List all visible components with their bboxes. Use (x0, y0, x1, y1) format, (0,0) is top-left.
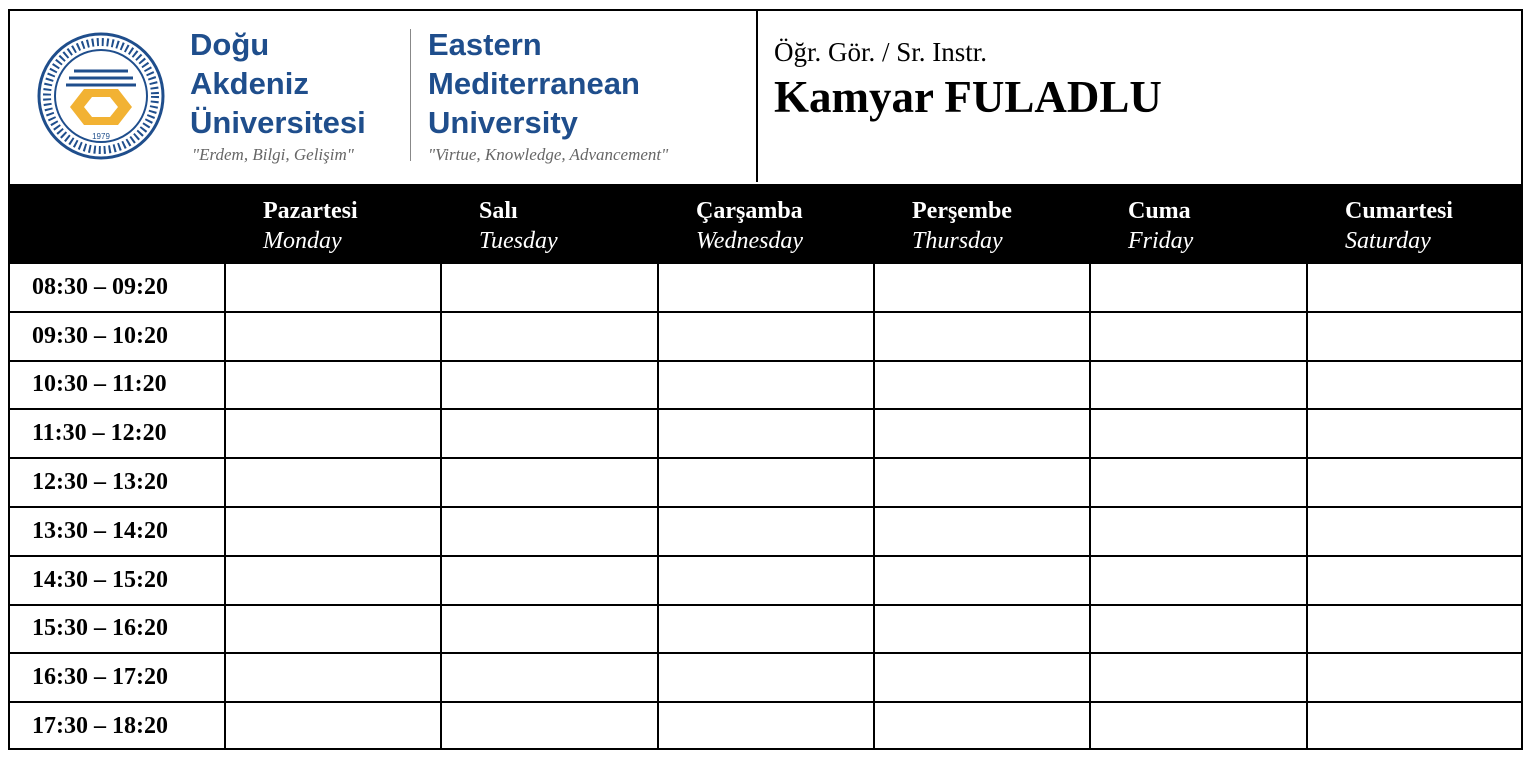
name-tr-line-2: Akdeniz (190, 66, 309, 101)
schedule-row (10, 702, 1521, 750)
schedule-cell-friday (1090, 653, 1307, 702)
schedule-cell-saturday (1307, 361, 1521, 410)
schedule-row (10, 409, 1521, 458)
schedule-cell-wednesday (658, 507, 874, 556)
schedule-cell-thursday (874, 605, 1090, 654)
schedule-cell-saturday (1307, 312, 1521, 361)
schedule-cell-wednesday (658, 312, 874, 361)
schedule-cell-monday (225, 458, 441, 507)
time-slot-label: 16:30 – 17:20 (10, 653, 225, 702)
header (10, 11, 1521, 184)
schedule-cell-monday (225, 507, 441, 556)
schedule-cell-tuesday (441, 264, 658, 312)
schedule-cell-saturday (1307, 556, 1521, 605)
schedule-cell-monday (225, 653, 441, 702)
day-en-label: Wednesday (696, 228, 804, 254)
schedule-cell-friday (1090, 264, 1307, 312)
schedule-cell-friday (1090, 409, 1307, 458)
schedule-row (10, 312, 1521, 361)
name-en-line-3: University (428, 105, 578, 140)
schedule-cell-monday (225, 312, 441, 361)
name-en-line-1: Eastern (428, 27, 542, 62)
schedule-cell-wednesday (658, 653, 874, 702)
time-slot-label: 11:30 – 12:20 (10, 409, 225, 458)
day-tr-label: Pazartesi (263, 198, 358, 224)
time-slot-label: 12:30 – 13:20 (10, 458, 225, 507)
day-tr-label: Cumartesi (1345, 198, 1453, 224)
schedule-cell-tuesday (441, 605, 658, 654)
schedule-cell-saturday (1307, 605, 1521, 654)
time-slot-label: 09:30 – 10:20 (10, 312, 225, 361)
schedule-cell-friday (1090, 556, 1307, 605)
schedule-cell-wednesday (658, 458, 874, 507)
schedule-cell-friday (1090, 312, 1307, 361)
motto-tr: "Erdem, Bilgi, Gelişim" (192, 145, 354, 164)
schedule-cell-tuesday (441, 653, 658, 702)
schedule-cell-wednesday (658, 409, 874, 458)
schedule-cell-tuesday (441, 312, 658, 361)
day-en-label: Saturday (1345, 228, 1431, 254)
schedule-cell-friday (1090, 605, 1307, 654)
schedule-cell-thursday (874, 556, 1090, 605)
day-header-thursday (912, 196, 1012, 256)
schedule-row (10, 507, 1521, 556)
schedule-cell-saturday (1307, 507, 1521, 556)
schedule-cell-thursday (874, 264, 1090, 312)
day-header-friday (1128, 196, 1193, 256)
schedule-cell-friday (1090, 702, 1307, 750)
name-en-line-2: Mediterranean (428, 66, 640, 101)
schedule-grid (10, 264, 1521, 750)
schedule-cell-wednesday (658, 264, 874, 312)
schedule-cell-tuesday (441, 409, 658, 458)
name-tr-line-3: Üniversitesi (190, 105, 366, 140)
instructor-title: Öğr. Gör. / Sr. Instr. (774, 37, 988, 67)
schedule-cell-monday (225, 264, 441, 312)
schedule-cell-tuesday (441, 361, 658, 410)
schedule-cell-tuesday (441, 458, 658, 507)
schedule-row (10, 605, 1521, 654)
day-header-tuesday (479, 196, 558, 256)
logo-box (10, 11, 758, 182)
university-seal-icon (36, 31, 166, 161)
schedule-cell-tuesday (441, 507, 658, 556)
day-en-label: Friday (1128, 228, 1194, 254)
schedule-row (10, 556, 1521, 605)
schedule-cell-monday (225, 702, 441, 750)
motto-en: "Virtue, Knowledge, Advancement" (428, 145, 669, 164)
schedule-cell-friday (1090, 458, 1307, 507)
instructor-box (758, 11, 1521, 182)
schedule-sheet (8, 9, 1523, 750)
schedule-cell-monday (225, 605, 441, 654)
day-en-label: Tuesday (479, 228, 558, 254)
schedule-cell-thursday (874, 458, 1090, 507)
instructor-name: Kamyar FULADLU (774, 72, 1162, 122)
day-header-wednesday (696, 196, 803, 256)
time-slot-label: 15:30 – 16:20 (10, 605, 225, 654)
time-slot-label: 13:30 – 14:20 (10, 507, 225, 556)
schedule-cell-thursday (874, 312, 1090, 361)
schedule-cell-saturday (1307, 409, 1521, 458)
schedule-cell-saturday (1307, 702, 1521, 750)
day-en-label: Thursday (912, 228, 1003, 254)
schedule-cell-saturday (1307, 264, 1521, 312)
schedule-cell-saturday (1307, 653, 1521, 702)
schedule-cell-monday (225, 556, 441, 605)
day-header-saturday (1345, 196, 1453, 256)
university-name-en (428, 25, 640, 142)
day-tr-label: Çarşamba (696, 198, 803, 224)
schedule-row (10, 458, 1521, 507)
time-slot-label: 14:30 – 15:20 (10, 556, 225, 605)
schedule-cell-wednesday (658, 556, 874, 605)
day-header-monday (263, 196, 358, 256)
schedule-cell-wednesday (658, 361, 874, 410)
seal-year: 1979 (92, 132, 110, 141)
day-tr-label: Perşembe (912, 198, 1012, 224)
schedule-cell-friday (1090, 507, 1307, 556)
schedule-cell-thursday (874, 361, 1090, 410)
schedule-cell-tuesday (441, 556, 658, 605)
day-tr-label: Cuma (1128, 198, 1191, 224)
schedule-row (10, 264, 1521, 312)
schedule-cell-thursday (874, 653, 1090, 702)
schedule-row (10, 653, 1521, 702)
schedule-cell-friday (1090, 361, 1307, 410)
schedule-cell-saturday (1307, 458, 1521, 507)
day-header-bar (10, 184, 1521, 264)
schedule-cell-wednesday (658, 605, 874, 654)
time-slot-label: 17:30 – 18:20 (10, 702, 225, 750)
university-name-tr (190, 25, 366, 142)
day-tr-label: Salı (479, 198, 518, 224)
name-tr-line-1: Doğu (190, 27, 270, 62)
time-slot-label: 08:30 – 09:20 (10, 264, 225, 312)
schedule-cell-monday (225, 361, 441, 410)
schedule-cell-thursday (874, 409, 1090, 458)
day-en-label: Monday (263, 228, 342, 254)
time-slot-label: 10:30 – 11:20 (10, 361, 225, 410)
schedule-cell-monday (225, 409, 441, 458)
schedule-cell-tuesday (441, 702, 658, 750)
schedule-cell-wednesday (658, 702, 874, 750)
logo-separator (410, 29, 411, 161)
schedule-row (10, 361, 1521, 410)
schedule-cell-thursday (874, 702, 1090, 750)
schedule-cell-thursday (874, 507, 1090, 556)
